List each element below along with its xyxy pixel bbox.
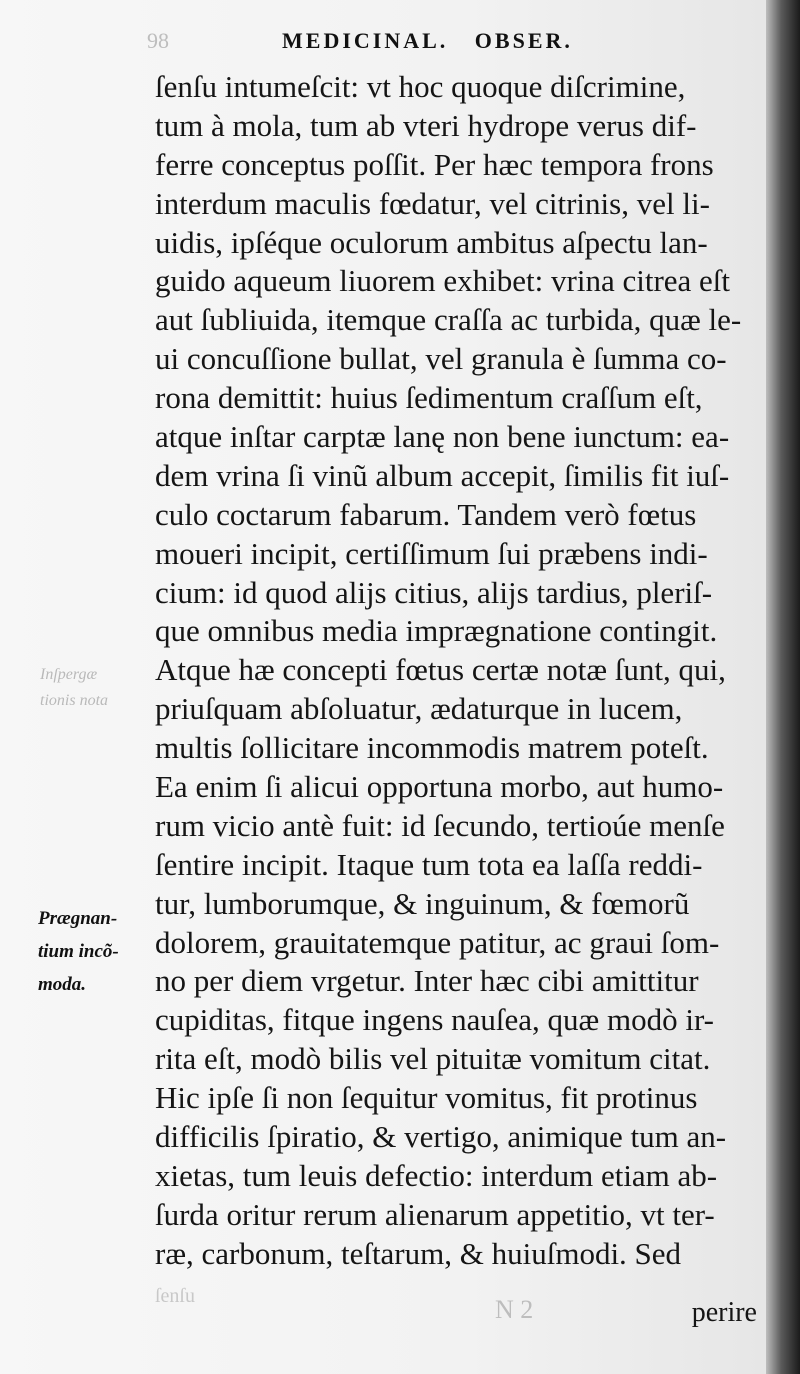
margin-note-line: Prægnan- xyxy=(38,908,118,929)
running-title-2: OBSER. xyxy=(474,28,573,53)
text-line: atque inſtar carptæ lanę non bene iunctum: ea- xyxy=(155,419,730,455)
bleed-through-line: Inſpergæ xyxy=(40,666,98,683)
text-line: interdum maculis fœdatur, vel citrinis, vel li- xyxy=(155,185,710,221)
text-line: moueri incipit, certiſſimum ſui præbens indi- xyxy=(155,535,708,571)
bleed-through-word: ſenſu xyxy=(155,1285,195,1307)
page-footer xyxy=(155,1285,763,1328)
bleed-through-note xyxy=(40,662,108,714)
text-line: ræ, carbonum, teſtarum, & huiuſmodi. Sed xyxy=(155,1235,682,1271)
margin-note-line: tium incõ- xyxy=(38,941,119,962)
page-gutter-shadow xyxy=(766,0,800,1374)
catchword: perire xyxy=(691,1297,757,1328)
text-line: uidis, ipſéque oculorum ambitus aſpectu lan- xyxy=(155,224,708,260)
page-header xyxy=(147,28,573,54)
text-line: culo coctarum fabarum. Tandem verò fœtus xyxy=(155,496,697,532)
signature-mark: N 2 xyxy=(495,1295,534,1324)
text-line: ſentire incipit. Itaque tum tota ea laſſa reddi- xyxy=(155,846,703,882)
folio-number: 98 xyxy=(147,28,169,53)
text-line: guido aqueum liuorem exhibet: vrina citrea eſt xyxy=(155,263,731,299)
text-line: cupiditas, fitque ingens nauſea, quæ modò ir- xyxy=(155,1002,714,1038)
text-line: multis ſollicitare incommodis matrem poteſt. xyxy=(155,730,709,766)
text-line: no per diem vrgetur. Inter hæc cibi amittitur xyxy=(155,963,699,999)
text-line: tur, lumborumque, & inguinum, & fœmorũ xyxy=(155,885,690,921)
text-line: rum vicio antè fuit: id ſecundo, tertioúe menſe xyxy=(155,807,725,843)
body-text xyxy=(155,68,763,1274)
margin-note-line: moda. xyxy=(38,974,87,995)
text-line: que omnibus media imprægnatione contingit. xyxy=(155,613,718,649)
text-line: ferre conceptus poſſit. Per hæc tempora frons xyxy=(155,146,714,182)
text-line: Hic ipſe ſi non ſequitur vomitus, fit protinus xyxy=(155,1080,698,1116)
text-line: aut ſubliuida, itemque craſſa ac turbida, quæ le- xyxy=(155,302,742,338)
text-line: xietas, tum leuis defectio: interdum etiam ab- xyxy=(155,1157,718,1193)
text-line: ſurda oritur rerum alienarum appetitio, vt ter- xyxy=(155,1196,715,1232)
text-line: Ea enim ſi alicui opportuna morbo, aut humo- xyxy=(155,769,724,805)
text-line: Atque hæ concepti fœtus certæ notæ ſunt, qui, xyxy=(155,652,726,688)
running-title: MEDICINAL. xyxy=(282,28,449,53)
text-line: ui concuſſione bullat, vel granula è ſumma co- xyxy=(155,341,727,377)
margin-note xyxy=(38,902,138,1001)
text-line: dem vrina ſi vinũ album accepit, ſimilis fit iuſ- xyxy=(155,457,730,493)
text-line: priuſquam abſoluatur, ædaturque in lucem, xyxy=(155,691,683,727)
text-line: rita eſt, modò bilis vel pituitæ vomitum citat. xyxy=(155,1041,711,1077)
bleed-through-line: tionis nota xyxy=(40,692,109,709)
text-line: difficilis ſpiratio, & vertigo, animique tum an- xyxy=(155,1119,727,1155)
text-line: cium: id quod alijs citius, alijs tardius, pleriſ- xyxy=(155,574,713,610)
text-line: tum à mola, tum ab vteri hydrope verus dif- xyxy=(155,107,697,143)
text-line: dolorem, grauitatemque patitur, ac graui ſom- xyxy=(155,924,720,960)
text-line: rona demittit: huius ſedimentum craſſum eſt, xyxy=(155,380,703,416)
text-line: ſenſu intumeſcit: vt hoc quoque diſcrimine, xyxy=(155,69,686,104)
